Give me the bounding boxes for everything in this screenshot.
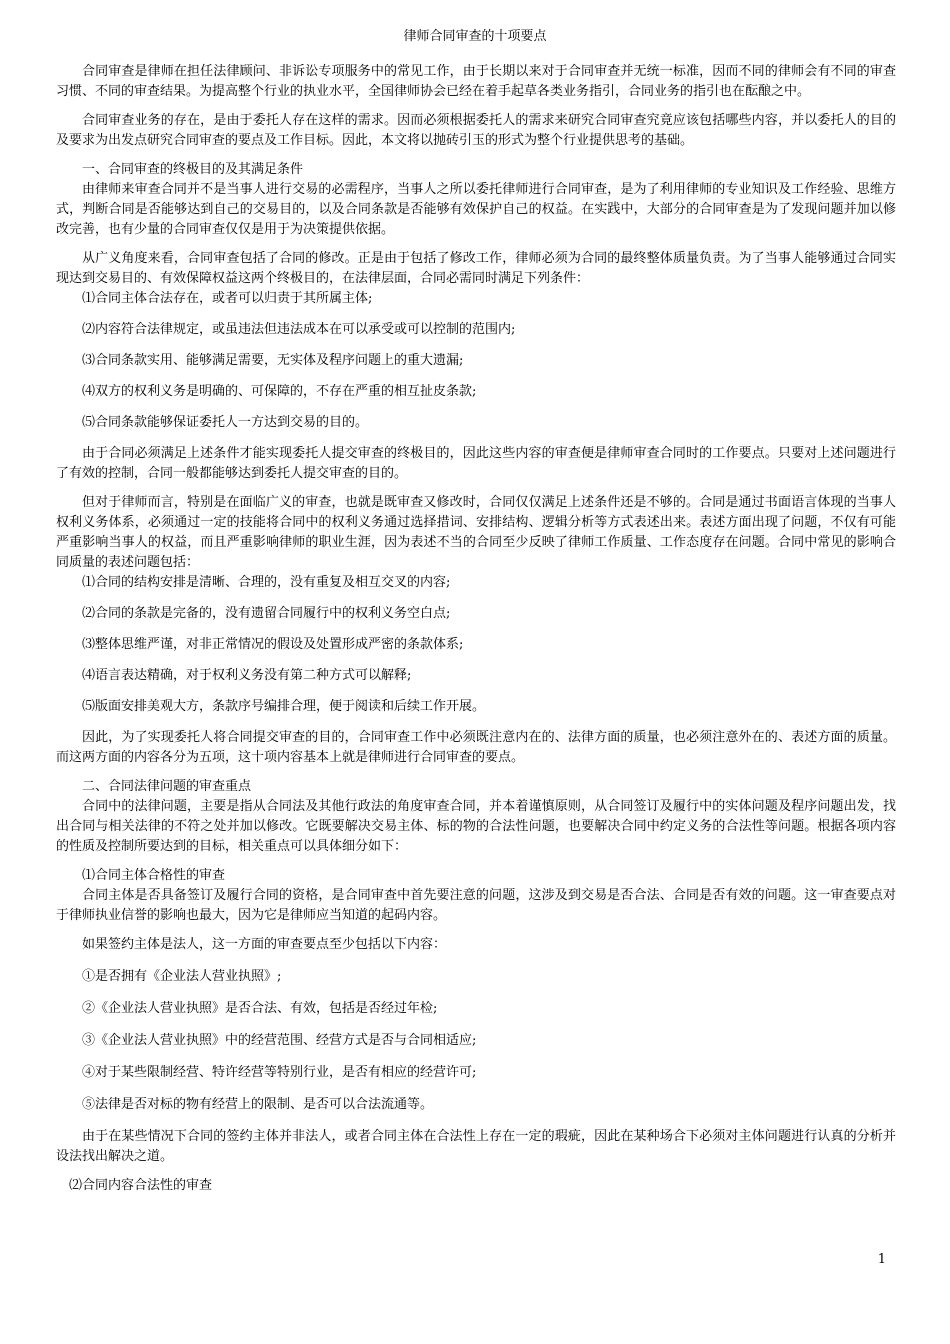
list-item: ⑵合同的条款是完备的，没有遗留合同履行中的权利义务空白点; <box>82 606 451 621</box>
paragraph: 从广义角度来看，合同审查包括了合同的修改。正是由于包括了修改工作，律师必须为合同的最终整体质量负责。为了当事人能够通过合同实现达到交易目的、有效保障权益这两个终极目的，在法律层面，合同必需同时满足下列条件： <box>56 251 896 286</box>
list-item: ⑶合同条款实用、能够满足需要，无实体及程序问题上的重大遗漏; <box>82 353 464 368</box>
list-item: ⑤法律是否对标的物有经营上的限制、是否可以合法流通等。 <box>82 1097 434 1112</box>
paragraph: 但对于律师而言，特别是在面临广义的审查，也就是既审查又修改时，合同仅仅满足上述条件还是不够的。合同是通过书面语言体现的当事人权利义务体系，必须通过一定的技能将合同中的权利义务通过选择措词、安排结构、逻辑分析等方式表述出来。表述方面出现了问题，不仅有可能严重影响当事人的权益，而且严重影响律师的职业生涯，因为表述不当的合同至少反映了律师工作质量、工作态度存在问题。合同中常见的影响合同质量的表述问题包括： <box>56 495 896 570</box>
page-title: 律师合同审查的十项要点 <box>403 29 547 44</box>
paragraph: 因此，为了实现委托人将合同提交审查的目的，合同审查工作中必须既注意内在的、法律方面的质量，也必须注意外在的、表述方面的质量。而这两方面的内容各分为五项，这十项内容基本上就是律师进行合同审查的要点。 <box>56 730 896 765</box>
paragraph: 合同中的法律问题，主要是指从合同法及其他行政法的角度审查合同，并本着谨慎原则，从合同签订及履行中的实体问题及程序问题出发，找出合同与相关法律的不符之处并加以修改。它既要解决交易主体、标的物的合法性问题，也要解决合同中约定义务的合法性等问题。根据各项内容的性质及控制所要达到的目标，相关重点可以具体细分如下： <box>56 799 896 854</box>
list-item: ⑴合同主体合法存在，或者可以归责于其所属主体; <box>82 291 373 306</box>
paragraph: 由于在某些情况下合同的签约主体并非法人，或者合同主体在合法性上存在一定的瑕疵，因此在某种场合下必须对主体问题进行认真的分析并设法找出解决之道。 <box>56 1129 896 1164</box>
list-item: ②《企业法人营业执照》是否合法、有效，包括是否经过年检; <box>82 1001 438 1016</box>
paragraph: 合同主体是否具备签订及履行合同的资格，是合同审查中首先要注意的问题，这涉及到交易是否合法、合同是否有效的问题。这一审查要点对于律师执业信誉的影响也最大，因为它是律师应当知道的起码内容。 <box>56 888 896 923</box>
subsection-heading: ⑵合同内容合法性的审查 <box>69 1178 213 1193</box>
list-item: ⑴合同的结构安排是清晰、合理的，没有重复及相互交叉的内容; <box>82 575 451 590</box>
list-item: ⑵内容符合法律规定，或虽违法但违法成本在可以承受或可以控制的范围内; <box>82 322 516 337</box>
section-heading: ⑴合同主体合格性的审查 <box>82 868 226 883</box>
section-heading: 一、合同审查的终极目的及其满足条件 <box>82 162 304 177</box>
paragraph: 合同审查业务的存在，是由于委托人存在这样的需求。因而必须根据委托人的需求来研究合同审查究竟应该包括哪些内容，并以委托人的目的及要求为出发点研究合同审查的要点及工作目标。因此，本文将以抛砖引玉的形式为整个行业提供思考的基础。 <box>56 113 896 148</box>
list-item: ③《企业法人营业执照》中的经营范围、经营方式是否与合同相适应; <box>82 1033 477 1048</box>
list-item: ①是否拥有《企业法人营业执照》; <box>82 969 282 984</box>
paragraph: 由律师来审查合同并不是当事人进行交易的必需程序，当事人之所以委托律师进行合同审查，是为了利用律师的专业知识及工作经验、思维方式，判断合同是否能够达到自己的交易目的，以及合同条款是否能够有效保护自己的权益。在实践中，大部分的合同审查是为了发现问题并加以修改完善，也有少量的合同审查仅仅是用于为决策提供依据。 <box>56 182 896 237</box>
list-item: ⑷语言表达精确，对于权利义务没有第二种方式可以解释; <box>82 668 412 683</box>
section-heading: 二、合同法律问题的审查重点 <box>82 779 252 794</box>
document-body <box>56 62 896 1196</box>
paragraph: 由于合同必须满足上述条件才能实现委托人提交审查的终极目的，因此这些内容的审查便是律师审查合同时的工作要点。只要对上述问题进行了有效的控制，合同一般都能够达到委托人提交审查的目的。 <box>56 446 896 481</box>
list-item: ④对于某些限制经营、特许经营等特别行业，是否有相应的经营许可; <box>82 1065 477 1080</box>
list-item: ⑸合同条款能够保证委托人一方达到交易的目的。 <box>82 415 369 430</box>
list-item: 如果签约主体是法人，这一方面的审查要点至少包括以下内容： <box>82 937 447 952</box>
page-number: 1 <box>877 1252 886 1267</box>
list-item: ⑶整体思维严谨，对非正常情况的假设及处置形成严密的条款体系; <box>82 637 464 652</box>
list-item: ⑷双方的权利义务是明确的、可保障的，不存在严重的相互扯皮条款; <box>82 384 477 399</box>
paragraph: 合同审查是律师在担任法律顾问、非诉讼专项服务中的常见工作，由于长期以来对于合同审查并无统一标准，因而不同的律师会有不同的审查习惯、不同的审查结果。为提高整个行业的执业水平，全国律师协会已经在着手起草各类业务指引，合同业务的指引也在酝酿之中。 <box>56 64 896 99</box>
list-item: ⑸版面安排美观大方，条款序号编排合理，便于阅读和后续工作开展。 <box>82 699 486 714</box>
